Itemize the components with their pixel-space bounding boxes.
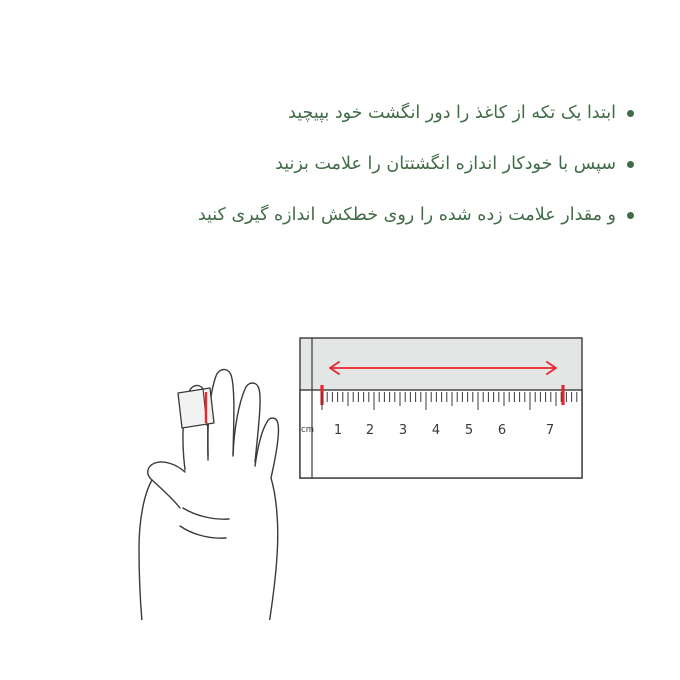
ruler-tick-label: 4 (431, 423, 441, 438)
bullet-icon (627, 110, 634, 117)
list-item (0, 151, 680, 178)
instruction-text: سپس با خودکار اندازه انگشتتان را علامت بزنید (275, 154, 616, 175)
ruler-tick-label: 6 (497, 423, 507, 438)
instruction-text: ابتدا یک تکه از کاغذ را دور انگشت خود بپیچید (288, 103, 616, 123)
ruler-tick-label: 5 (464, 423, 474, 438)
instruction-text: و مقدار علامت زده شده را روی خطکش اندازه گیری کنید (197, 205, 616, 226)
ruler-tick-label: 2 (365, 423, 375, 438)
measurement-illustration (0, 280, 680, 620)
bullet-icon (627, 212, 634, 219)
ruler-unit-label: cm (301, 425, 314, 435)
bullet-icon (627, 161, 634, 168)
paper-strip-around-finger (178, 388, 214, 428)
ruler-tick-label: 3 (398, 423, 408, 438)
ruler-tick-label: 1 (333, 423, 343, 438)
list-item (0, 202, 680, 229)
list-item (0, 100, 680, 127)
ruler (300, 338, 582, 478)
ruler-tick-label: 7 (545, 423, 555, 438)
instruction-list (0, 100, 680, 253)
